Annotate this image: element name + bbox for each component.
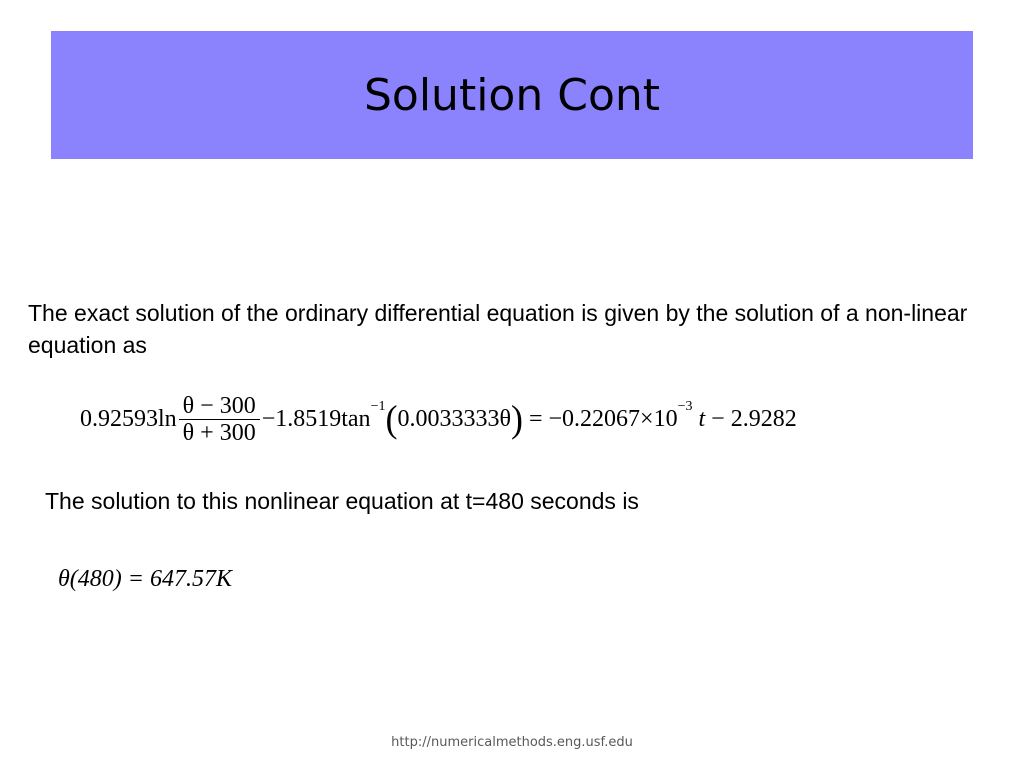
intro-paragraph: The exact solution of the ordinary differential equation is given by the solution of a non-linear equation as: [28, 300, 968, 358]
solution-lhs: θ(480) = 647.57: [58, 565, 216, 592]
solution-equation: [58, 563, 232, 595]
eq-coef-ln: 0.92593ln: [80, 405, 177, 432]
eq-term-arctan: −1.8519tan: [261, 405, 371, 432]
eq-paren-open: (: [385, 398, 398, 440]
footer-url: http://numericalmethods.eng.usf.edu: [391, 735, 633, 750]
eq-rhs-constant: − 2.9282: [711, 405, 797, 432]
title-bar: [51, 31, 973, 159]
solution-unit: K: [215, 565, 232, 592]
eq-paren-close: ): [510, 398, 523, 440]
eq-paren-argument: 0.0033333θ: [397, 405, 511, 432]
eq-frac-denominator: θ + 300: [182, 419, 256, 446]
eq-fraction: [179, 393, 260, 446]
main-equation: [80, 384, 797, 454]
eq-rhs-exponent: −3: [677, 399, 693, 414]
eq-frac-numerator: θ − 300: [179, 393, 260, 420]
eq-rhs-variable: t: [698, 405, 706, 432]
slide-title: Solution Cont: [363, 69, 660, 121]
eq-rhs-coefficient: = −0.22067×10: [528, 405, 678, 432]
eq-arctan-superscript: −1: [370, 399, 386, 414]
solution-paragraph: The solution to this nonlinear equation at t=480 seconds is: [45, 488, 639, 514]
